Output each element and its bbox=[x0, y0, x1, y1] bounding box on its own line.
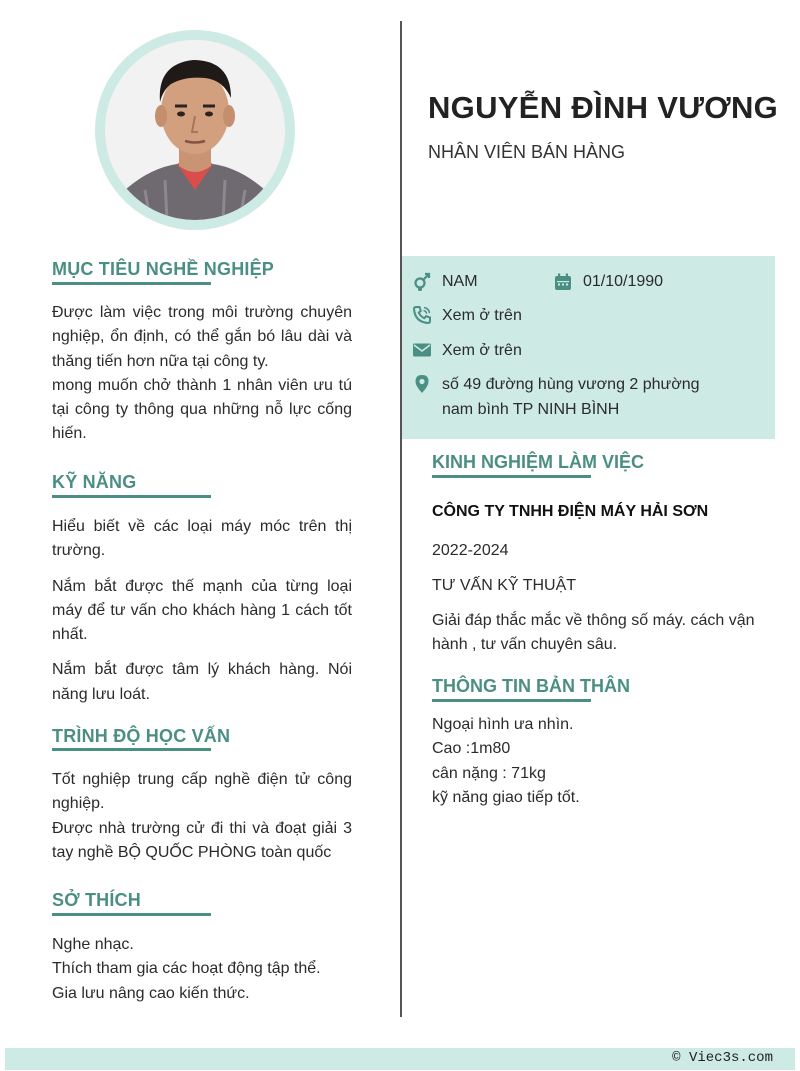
candidate-name: NGUYỄN ĐÌNH VƯƠNG bbox=[428, 90, 779, 125]
education-line: Được nhà trường cử đi thi và đoạt giải 3 tay nghề BỘ QUỐC PHÒNG toàn quốc bbox=[52, 819, 352, 861]
career-goal-underline bbox=[52, 282, 211, 285]
birthday-value: 01/10/1990 bbox=[583, 273, 664, 290]
address-line: nam bình TP NINH BÌNH bbox=[442, 400, 620, 418]
skill-item: Nắm bắt được tâm lý khách hàng. Nói năng lưu loát. bbox=[52, 661, 352, 703]
skills-underline bbox=[52, 495, 211, 498]
envelope-icon bbox=[412, 340, 432, 360]
phone-value: Xem ở trên bbox=[442, 307, 522, 324]
skills-list bbox=[52, 515, 352, 707]
avatar bbox=[105, 40, 285, 220]
education-title: TRÌNH ĐỘ HỌC VẤN bbox=[52, 726, 231, 746]
about-text bbox=[432, 713, 762, 810]
work-position: TƯ VẤN KỸ THUẬT bbox=[432, 577, 577, 594]
experience-title: KINH NGHIỆM LÀM VIỆC bbox=[432, 452, 645, 472]
footer-bar bbox=[5, 1048, 795, 1070]
avatar-ring bbox=[95, 30, 295, 230]
education-line: Tốt nghiệp trung cấp nghề điện tử công nghiệp. bbox=[52, 771, 352, 813]
hobbies-text bbox=[52, 933, 352, 1006]
about-line: kỹ năng giao tiếp tốt. bbox=[432, 788, 580, 806]
contact-panel bbox=[402, 256, 775, 439]
column-divider bbox=[400, 21, 402, 1017]
hobby-line: Nghe nhạc. bbox=[52, 936, 134, 953]
calendar-icon bbox=[553, 272, 573, 292]
about-underline bbox=[432, 699, 591, 702]
map-pin-icon bbox=[412, 374, 432, 394]
gender-value: NAM bbox=[442, 273, 478, 290]
address-line: số 49 đường hùng vương 2 phường bbox=[442, 376, 700, 393]
skills-title: KỸ NĂNG bbox=[52, 472, 137, 492]
email-value: Xem ở trên bbox=[442, 342, 522, 359]
skill-item: Nắm bắt được thế mạnh của từng loại máy để tư vấn cho khách hàng 1 cách tốt nhất. bbox=[52, 577, 352, 644]
career-goal-title: MỤC TIÊU NGHỀ NGHIỆP bbox=[52, 259, 275, 279]
career-goal-text bbox=[52, 301, 352, 447]
about-title: THÔNG TIN BẢN THÂN bbox=[432, 676, 630, 696]
hobbies-title: SỞ THÍCH bbox=[52, 890, 141, 910]
work-period: 2022-2024 bbox=[432, 542, 509, 559]
hobbies-underline bbox=[52, 913, 211, 916]
candidate-job-title: NHÂN VIÊN BÁN HÀNG bbox=[428, 142, 626, 162]
address-value bbox=[442, 373, 762, 422]
phone-icon bbox=[412, 305, 432, 325]
gender-icon bbox=[412, 272, 432, 292]
avatar-photo-icon bbox=[105, 40, 285, 220]
about-line: Cao :1m80 bbox=[432, 740, 511, 758]
hobby-line: Thích tham gia các hoạt động tập thể. bbox=[52, 960, 321, 978]
career-goal-line: mong muốn chở thành 1 nhân viên ưu tú tại công ty thông qua những nỗ lực cống hiến. bbox=[52, 376, 352, 443]
about-line: Ngoại hình ưa nhìn. bbox=[432, 716, 574, 733]
company-name: CÔNG TY TNHH ĐIỆN MÁY HẢI SƠN bbox=[432, 503, 709, 520]
career-goal-line: Được làm việc trong môi trường chuyên nghiệp, ổn định, có thể gắn bó lâu dài và thăng tiến hơn nữa tại công ty. bbox=[52, 304, 352, 370]
skill-item: Hiểu biết về các loại máy móc trên thị trường. bbox=[52, 518, 352, 560]
education-text bbox=[52, 768, 352, 865]
hobby-line: Gia lưu nâng cao kiến thức. bbox=[52, 984, 250, 1002]
education-underline bbox=[52, 748, 211, 751]
work-description: Giải đáp thắc mắc về thông số máy. cách vận hành , tư vấn chuyên sâu. bbox=[432, 612, 755, 654]
footer-credit: © Viec3s.com bbox=[672, 1050, 773, 1066]
about-line: cân nặng : 71kg bbox=[432, 764, 546, 782]
experience-underline bbox=[432, 475, 591, 478]
